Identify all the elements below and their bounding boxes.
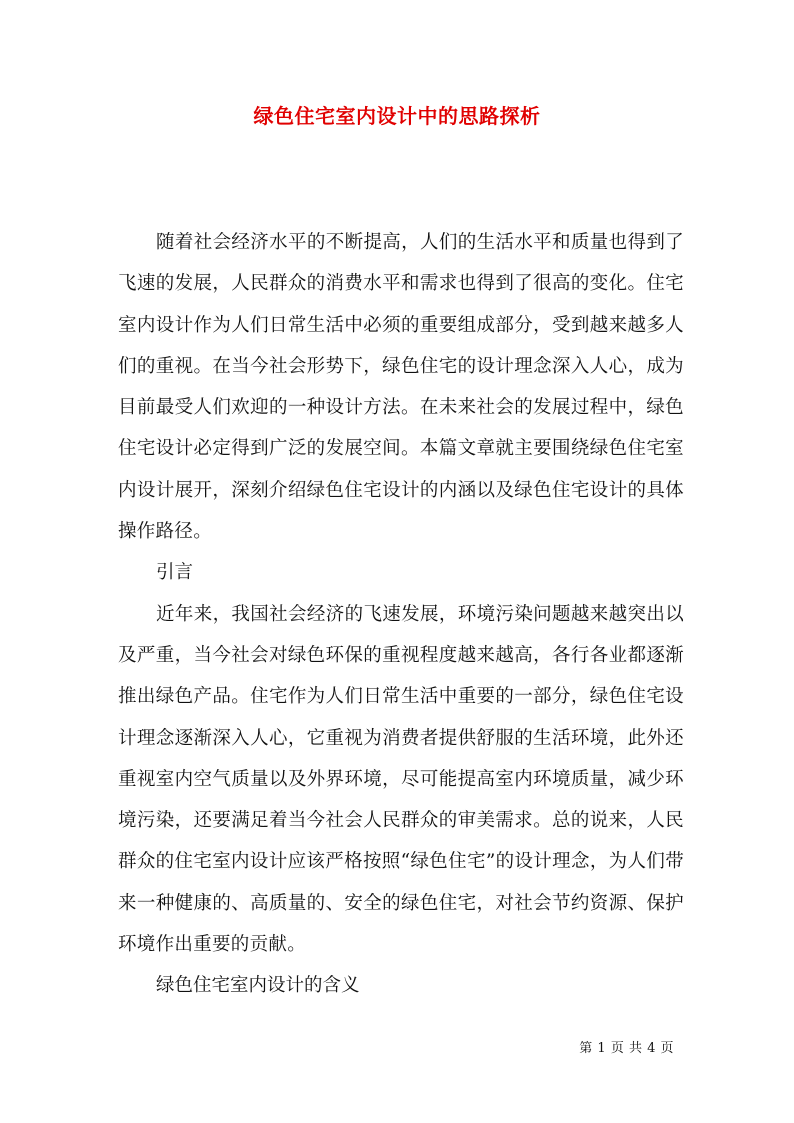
section-heading-meaning: 绿色住宅室内设计的含义: [156, 975, 360, 997]
document-title: 绿色住宅室内设计中的思路探析: [253, 104, 541, 128]
abstract-paragraph: 随着社会经济水平的不断提高，人们的生活水平和质量也得到了飞速的发展，人民群众的消费水平和需求也得到了很高的变化。住宅室内设计作为人们日常生活中必须的重要组成部分，受到越来越多人们的重视。在当今社会形势下，绿色住宅的设计理念深入人心，成为目前最受人们欢迎的一种设计方法。在未来社会的发展过程中，绿色住宅设计必定得到广泛的发展空间。本篇文章就主要围绕绿色住宅室内设计展开，深刻介绍绿色住宅设计的内涵以及绿色住宅设计的具体操作路径。: [118, 232, 684, 543]
section-heading-intro: 引言: [156, 562, 194, 584]
page-number: 第 1 页 共 4 页: [579, 1041, 674, 1056]
document-body: [118, 222, 684, 1007]
intro-paragraph: 近年来，我国社会经济的飞速发展，环境污染问题越来越突出以及严重，当今社会对绿色环保的重视程度越来越高，各行各业都逐渐推出绿色产品。住宅作为人们日常生活中重要的一部分，绿色住宅设计理念逐渐深入人心，它重视为消费者提供舒服的生活环境，此外还重视室内空气质量以及外界环境，尽可能提高室内环境质量，减少环境污染，还要满足着当今社会人民群众的审美需求。总的说来，人民群众的住宅室内设计应该严格按照“绿色住宅”的设计理念，为人们带来一种健康的、高质量的、安全的绿色住宅，对社会节约资源、保护环境作出重要的贡献。: [118, 603, 684, 956]
